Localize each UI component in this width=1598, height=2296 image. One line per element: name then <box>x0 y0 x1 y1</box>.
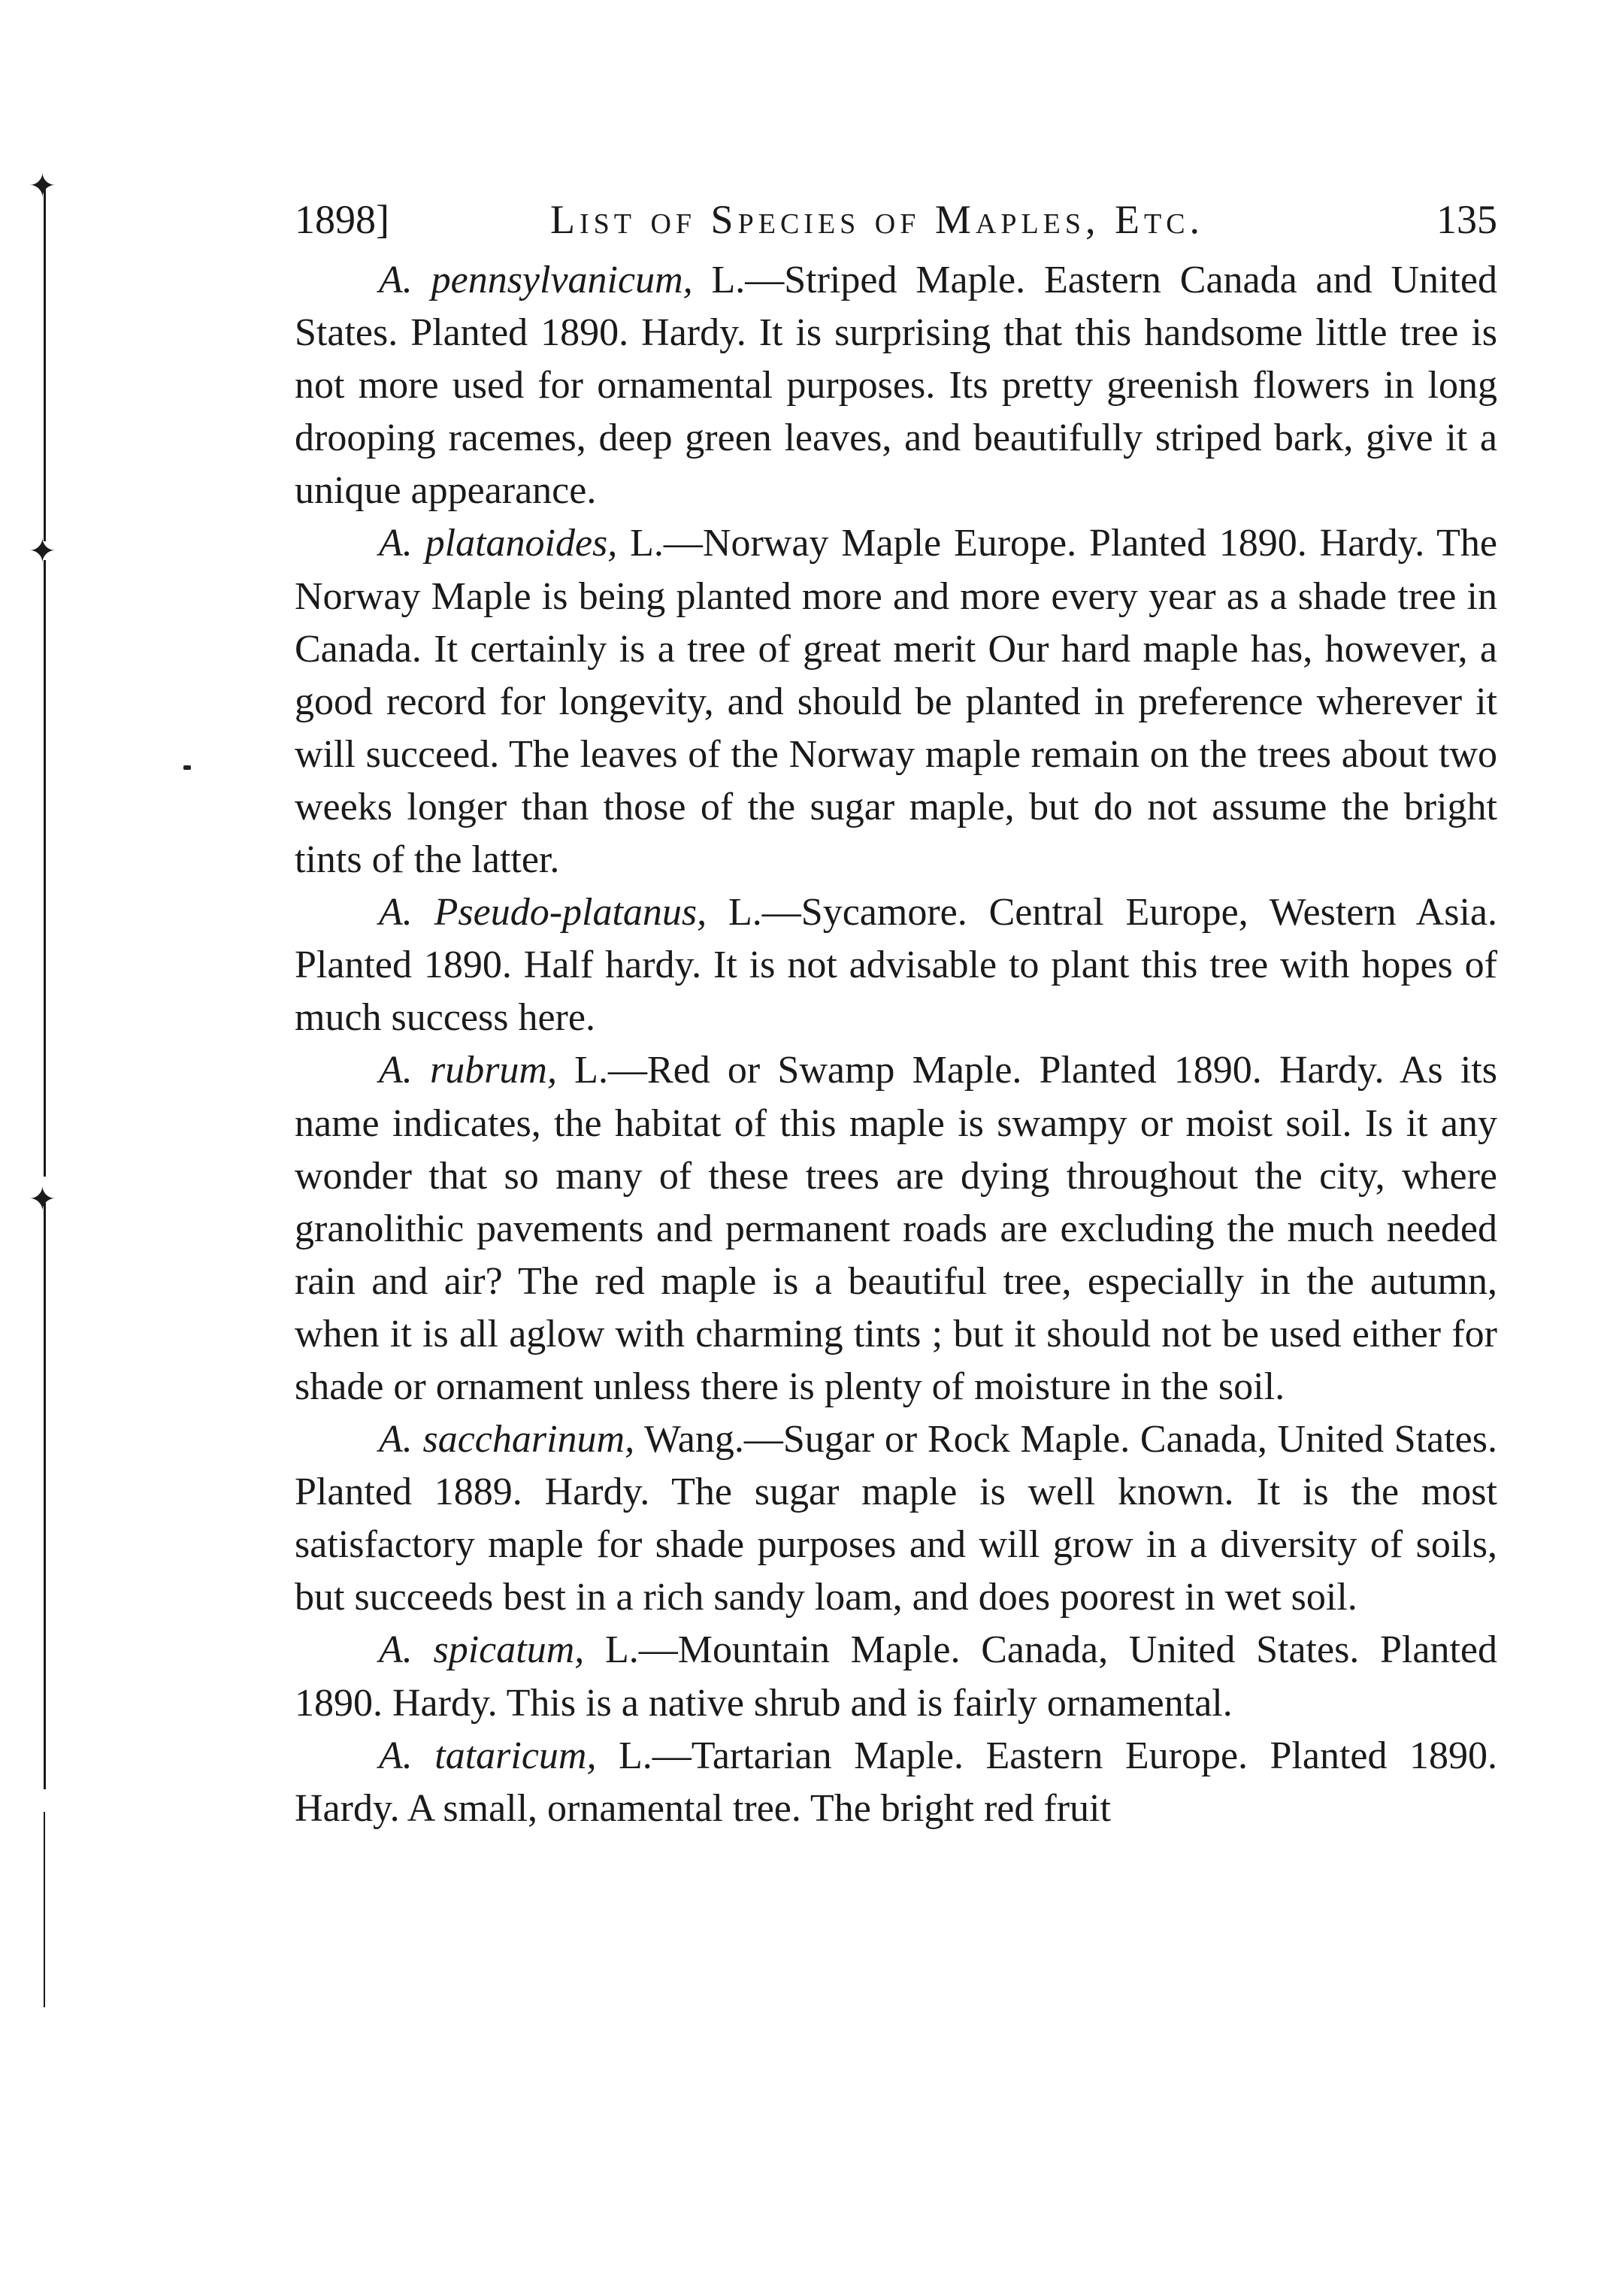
species-description: L.—Sycamore. Central Europe, Western Asia. Planted 1890. Half hardy. It is not advisable to plant this tree with hopes of much success here. <box>295 891 1497 1040</box>
page-number: 135 <box>1436 197 1497 242</box>
margin-rule-bottom <box>44 1812 45 2007</box>
margin-dot <box>183 765 191 770</box>
species-entry <box>295 517 1497 886</box>
species-name: A. rubrum, <box>379 1049 557 1092</box>
species-description: L.—Red or Swamp Maple. Planted 1890. Hardy. As its name indicates, the habitat of this maple is swampy or moist soil. Is it any wonder that so many of these trees are dying throughout the city, where granolithic pavements and permanent roads are excluding the much needed rain and air? The red maple is a beautiful tree, especially in the autumn, when it is all aglow with charming tints ; but it should not be used either for shade or ornament unless there is plenty of moisture in the soil. <box>295 1049 1497 1408</box>
species-entry <box>295 1044 1497 1413</box>
margin-mark-1: ✦ <box>29 168 56 204</box>
species-description: L.—Mountain Maple. Canada, United States. Planted 1890. Hardy. This is a native shrub and is fairly ornamental. <box>295 1628 1497 1725</box>
header-year: 1898] <box>295 197 389 242</box>
species-name: A. platanoides, <box>379 522 618 565</box>
species-description: Wang.—Sugar or Rock Maple. Canada, United States. Planted 1889. Hardy. The sugar maple is well known. It is the most satisfactory maple for shade purposes and will grow in a diversity of soils, but succeeds best in a rich sandy loam, and does poorest in wet soil. <box>295 1418 1497 1619</box>
page-body <box>295 254 1497 1835</box>
margin-mark-2: ✦ <box>29 533 56 570</box>
species-entry <box>295 254 1497 517</box>
species-name: A. saccharinum, <box>379 1418 635 1462</box>
running-header <box>295 189 1497 250</box>
header-title: List of Species of Maples, Etc. <box>550 197 1205 242</box>
margin-rule-lower <box>44 1203 46 1789</box>
margin-mark-3: ✦ <box>29 1181 56 1218</box>
species-description: L.—Norway Maple Europe. Planted 1890. Hardy. The Norway Maple is being planted more and more every year as a shade tree in Canada. It certainly is a tree of great merit Our hard maple has, however, a good record for longevity, and should be planted in preference wherever it will succeed. The leaves of the Norway maple remain on the trees about two weeks longer than those of the sugar maple, but do not assume the bright tints of the latter. <box>295 522 1497 882</box>
margin-rule-top <box>44 188 46 541</box>
margin-rule-middle <box>44 560 46 1177</box>
species-description: L.—Tartarian Maple. Eastern Europe. Planted 1890. Hardy. A small, ornamental tree. The bright red fruit <box>295 1734 1497 1830</box>
species-entry <box>295 1730 1497 1835</box>
species-entry <box>295 1413 1497 1624</box>
species-entry <box>295 886 1497 1044</box>
species-name: A. pennsylvanicum, <box>379 259 693 301</box>
species-entry <box>295 1624 1497 1729</box>
species-name: A. Pseudo-platanus, <box>379 891 707 934</box>
species-name: A. spicatum, <box>379 1628 585 1672</box>
species-description: L.—Striped Maple. Eastern Canada and United States. Planted 1890. Hardy. It is surprising that this handsome little tree is not more used for ornamental purposes. Its pretty greenish flowers in long drooping racemes, deep green leaves, and beautifully striped bark, give it a unique appearance. <box>295 259 1497 513</box>
species-name: A. tataricum, <box>379 1734 597 1777</box>
